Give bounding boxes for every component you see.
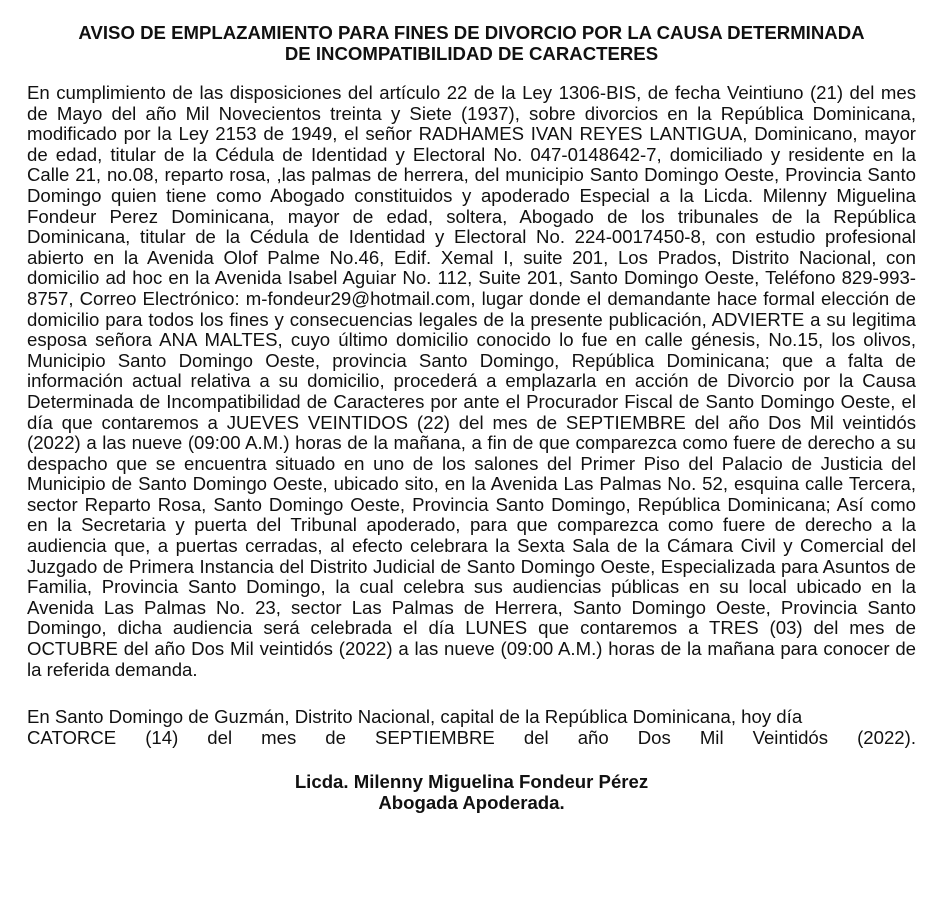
closing-line-1: En Santo Domingo de Guzmán, Distrito Nacional, capital de la República Dominicana, hoy día	[27, 706, 803, 728]
signature-name: Licda. Milenny Miguelina Fondeur Pérez	[294, 771, 649, 793]
title-line-2: DE INCOMPATIBILIDAD DE CARACTERES	[284, 43, 659, 64]
notice-title	[27, 22, 916, 64]
notice-closing	[27, 707, 916, 748]
title-line-1: AVISO DE EMPLAZAMIENTO PARA FINES DE DIVORCIO POR LA CAUSA DETERMINADA	[78, 22, 865, 43]
signature-role: Abogada Apoderada.	[378, 792, 565, 814]
signature-block	[27, 771, 916, 813]
notice-body: En cumplimiento de las disposiciones del artículo 22 de la Ley 1306-BIS, de fecha Veintiuno (21) del mes de Mayo del año Mil Novecientos treinta y Siete (1937), sobre divorcios en la República Dominicana, modificado por la Ley 2153 de 1949, el señor RADHAMES IVAN REYES LANTIGUA, Dominicano, mayor de edad, titular de la Cédula de Identidad y Electoral No. 047-0148642-7, domiciliado y residente en la Calle 21, no.08, reparto rosa, ,las palmas de herrera, del municipio Santo Domingo Oeste, Provincia Santo Domingo quien tiene como Abogado constituidos y apoderado Especial a la Licda. Milenny Miguelina Fondeur Perez Dominicana, mayor de edad, soltera, Abogado de los tribunales de la República Dominicana, titular de la Cédula de Identidad y Electoral No. 224-0017450-8, con estudio profesional abierto en la Avenida Olof Palme No.46, Edif. Xemal I, suite 201, Los Prados, Distrito Nacional, con domicilio ad hoc en la Avenida Isabel Aguiar No. 112, Suite 201, Santo Domingo Oeste, Teléfono 829-993-8757, Correo Electrónico: m-fondeur29@hotmail.com, lugar donde el demandante hace formal elección de domicilio para todos los fines y consecuencias legales de la presente publicación, ADVIERTE a su legitima esposa señora ANA MALTES, cuyo último domicilio conocido lo fue en calle génesis, No.15, los olivos, Municipio Santo Domingo Oeste, provincia Santo Domingo, República Dominicana; que a falta de información actual relativa a su domicilio, procederá a emplazarla en acción de Divorcio por la Causa Determinada de Incompatibilidad de Caracteres por ante el Procurador Fiscal de Santo Domingo Oeste, el día que contaremos a JUEVES VEINTIDOS (22) del mes de SEPTIEMBRE del año Dos Mil veintidós (2022) a las nueve (09:00 A.M.) horas de la mañana, a fin de que comparezca como fuere de derecho a su despacho que se encuentra situado en uno de los salones del Primer Piso del Palacio de Justicia del Municipio de Santo Domingo Oeste, ubicado sito, en la Avenida Las Palmas No. 52, esquina calle Tercera, sector Reparto Rosa, Santo Domingo Oeste, Provincia Santo Domingo, República Dominicana; Así como en la Secretaria y puerta del Tribunal apoderado, para que comparezca como fuere de derecho a la audiencia que, a puertas cerradas, al efecto celebrara la Sexta Sala de la Cámara Civil y Comercial del Juzgado de Primera Instancia del Distrito Judicial de Santo Domingo Oeste, Especializada para Asuntos de Familia, Provincia Santo Domingo, la cual celebra sus audiencias públicas en su local ubicado en la Avenida Las Palmas No. 23, sector Las Palmas de Herrera, Santo Domingo Oeste, Provincia Santo Domingo, dicha audiencia será celebrada el día LUNES que contaremos a TRES (03) del mes de OCTUBRE del año Dos Mil veintidós (2022) a las nueve (09:00 A.M.) horas de la mañana para conocer de la referida demanda.	[27, 82, 916, 680]
closing-line-2: CATORCE (14) del mes de SEPTIEMBRE del año Dos Mil Veintidós (2022).	[27, 726, 916, 748]
